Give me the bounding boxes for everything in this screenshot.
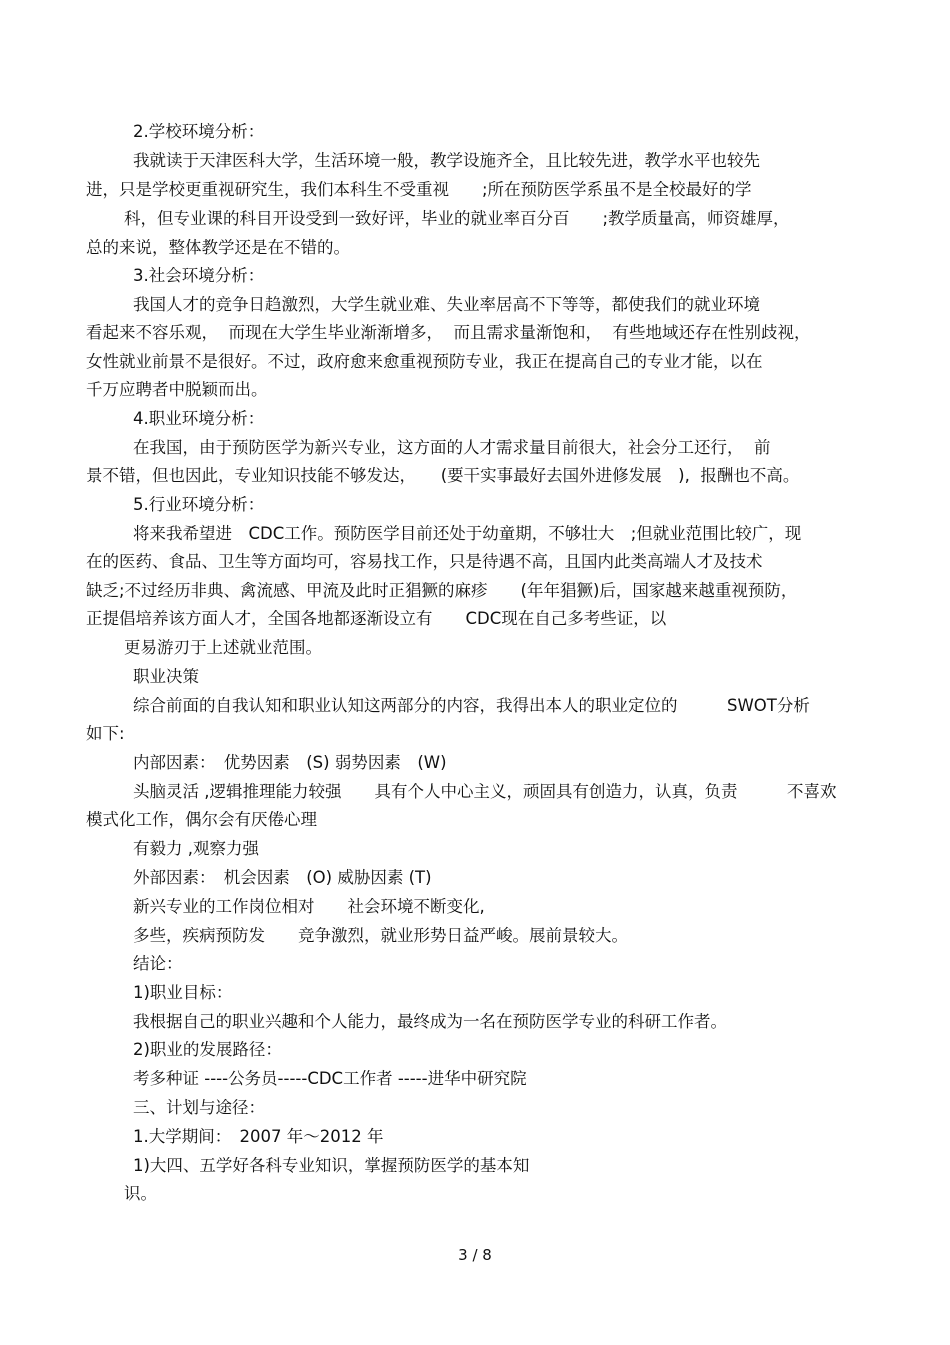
heading-industry-environment: 5.行业环境分析： <box>133 495 265 514</box>
text-line: 在我国，由于预防医学为新兴专业，这方面的人才需求量目前很大，社会分工还行， 前 <box>133 438 771 457</box>
heading-conclusion: 结论： <box>133 954 183 973</box>
text-line: 我国人才的竞争日趋激烈，大学生就业难、失业率居高不下等等，都使我们的就业环境 <box>133 295 760 314</box>
heading-society-environment: 3.社会环境分析： <box>133 266 265 285</box>
text-line: 千万应聘者中脱颖而出。 <box>86 380 268 399</box>
text-line: 1)大四、五学好各科专业知识，掌握预防医学的基本知 <box>133 1156 530 1175</box>
text-line: 模式化工作，偶尔会有厌倦心理 <box>86 810 317 829</box>
heading-plan-and-path: 三、计划与途径： <box>133 1098 265 1117</box>
text-line: 看起来不容乐观， 而现在大学生毕业渐渐增多， 而且需求量渐饱和， 有些地域还存在性别歧视， <box>86 323 811 342</box>
heading-career-decision: 职业决策 <box>133 667 199 686</box>
text-line: 进，只是学校更重视研究生，我们本科生不受重视 ;所在预防医学系虽不是全校最好的学 <box>86 180 752 199</box>
text-line: 我就读于天津医科大学，生活环境一般，教学设施齐全，且比较先进，教学水平也较先 <box>133 151 760 170</box>
text-line: 新兴专业的工作岗位相对 社会环境不断变化, <box>133 897 485 916</box>
text-line: 考多种证 ----公务员-----CDC工作者 -----进华中研究院 <box>133 1069 527 1088</box>
text-line: 多些，疾病预防发 竞争激烈，就业形势日益严峻。展前景较大。 <box>133 926 628 945</box>
text-line: 女性就业前景不是很好。不过，政府愈来愈重视预防专业，我正在提高自己的专业才能，以在 <box>86 352 763 371</box>
text-line: 1)职业目标： <box>133 983 233 1002</box>
heading-career-environment: 4.职业环境分析： <box>133 409 265 428</box>
text-line: 总的来说，整体教学还是在不错的。 <box>86 238 350 257</box>
text-line: 缺乏;不过经历非典、禽流感、甲流及此时正猖獗的麻疹 (年年猖獗)后，国家越来越重视预防， <box>86 581 798 600</box>
swot-external-factors: 外部因素： 机会因素 (O) 威胁因素 (T) <box>133 868 432 887</box>
text-line: 我根据自己的职业兴趣和个人能力，最终成为一名在预防医学专业的科研工作者。 <box>133 1012 727 1031</box>
text-line: 如下: <box>86 724 125 743</box>
text-line: 2)职业的发展路径： <box>133 1040 282 1059</box>
text-line: 综合前面的自我认知和职业认知这两部分的内容，我得出本人的职业定位的 SWOT分析 <box>133 696 810 715</box>
heading-school-environment: 2.学校环境分析： <box>133 122 265 141</box>
text-line: 在的医药、食品、卫生等方面均可，容易找工作，只是待遇不高，且国内此类高端人才及技术 <box>86 552 763 571</box>
page-number: 3 / 8 <box>458 1246 492 1264</box>
text-line: 有毅力 ,观察力强 <box>133 839 259 858</box>
text-line: 景不错，但也因此，专业知识技能不够发达， (要干实事最好去国外进修发展 ), 报酬也不高。 <box>86 466 800 485</box>
text-line: 1.大学期间： 2007 年～2012 年 <box>133 1127 384 1146</box>
text-line: 正提倡培养该方面人才，全国各地都逐渐设立有 CDC现在自己多考些证，以 <box>86 609 667 628</box>
text-line: 识。 <box>124 1184 157 1203</box>
text-line: 更易游刃于上述就业范围。 <box>124 638 322 657</box>
text-line: 将来我希望进 CDC工作。预防医学目前还处于幼童期，不够壮大 ;但就业范围比较广，现 <box>133 524 802 543</box>
swot-internal-factors: 内部因素： 优势因素 (S) 弱势因素 (W) <box>133 753 447 772</box>
text-line: 科，但专业课的科目开设受到一致好评，毕业的就业率百分百 ;教学质量高，师资雄厚， <box>124 209 790 228</box>
text-line: 头脑灵活 ,逻辑推理能力较强 具有个人中心主义，顽固具有创造力，认真，负责 不喜欢 <box>133 782 837 801</box>
